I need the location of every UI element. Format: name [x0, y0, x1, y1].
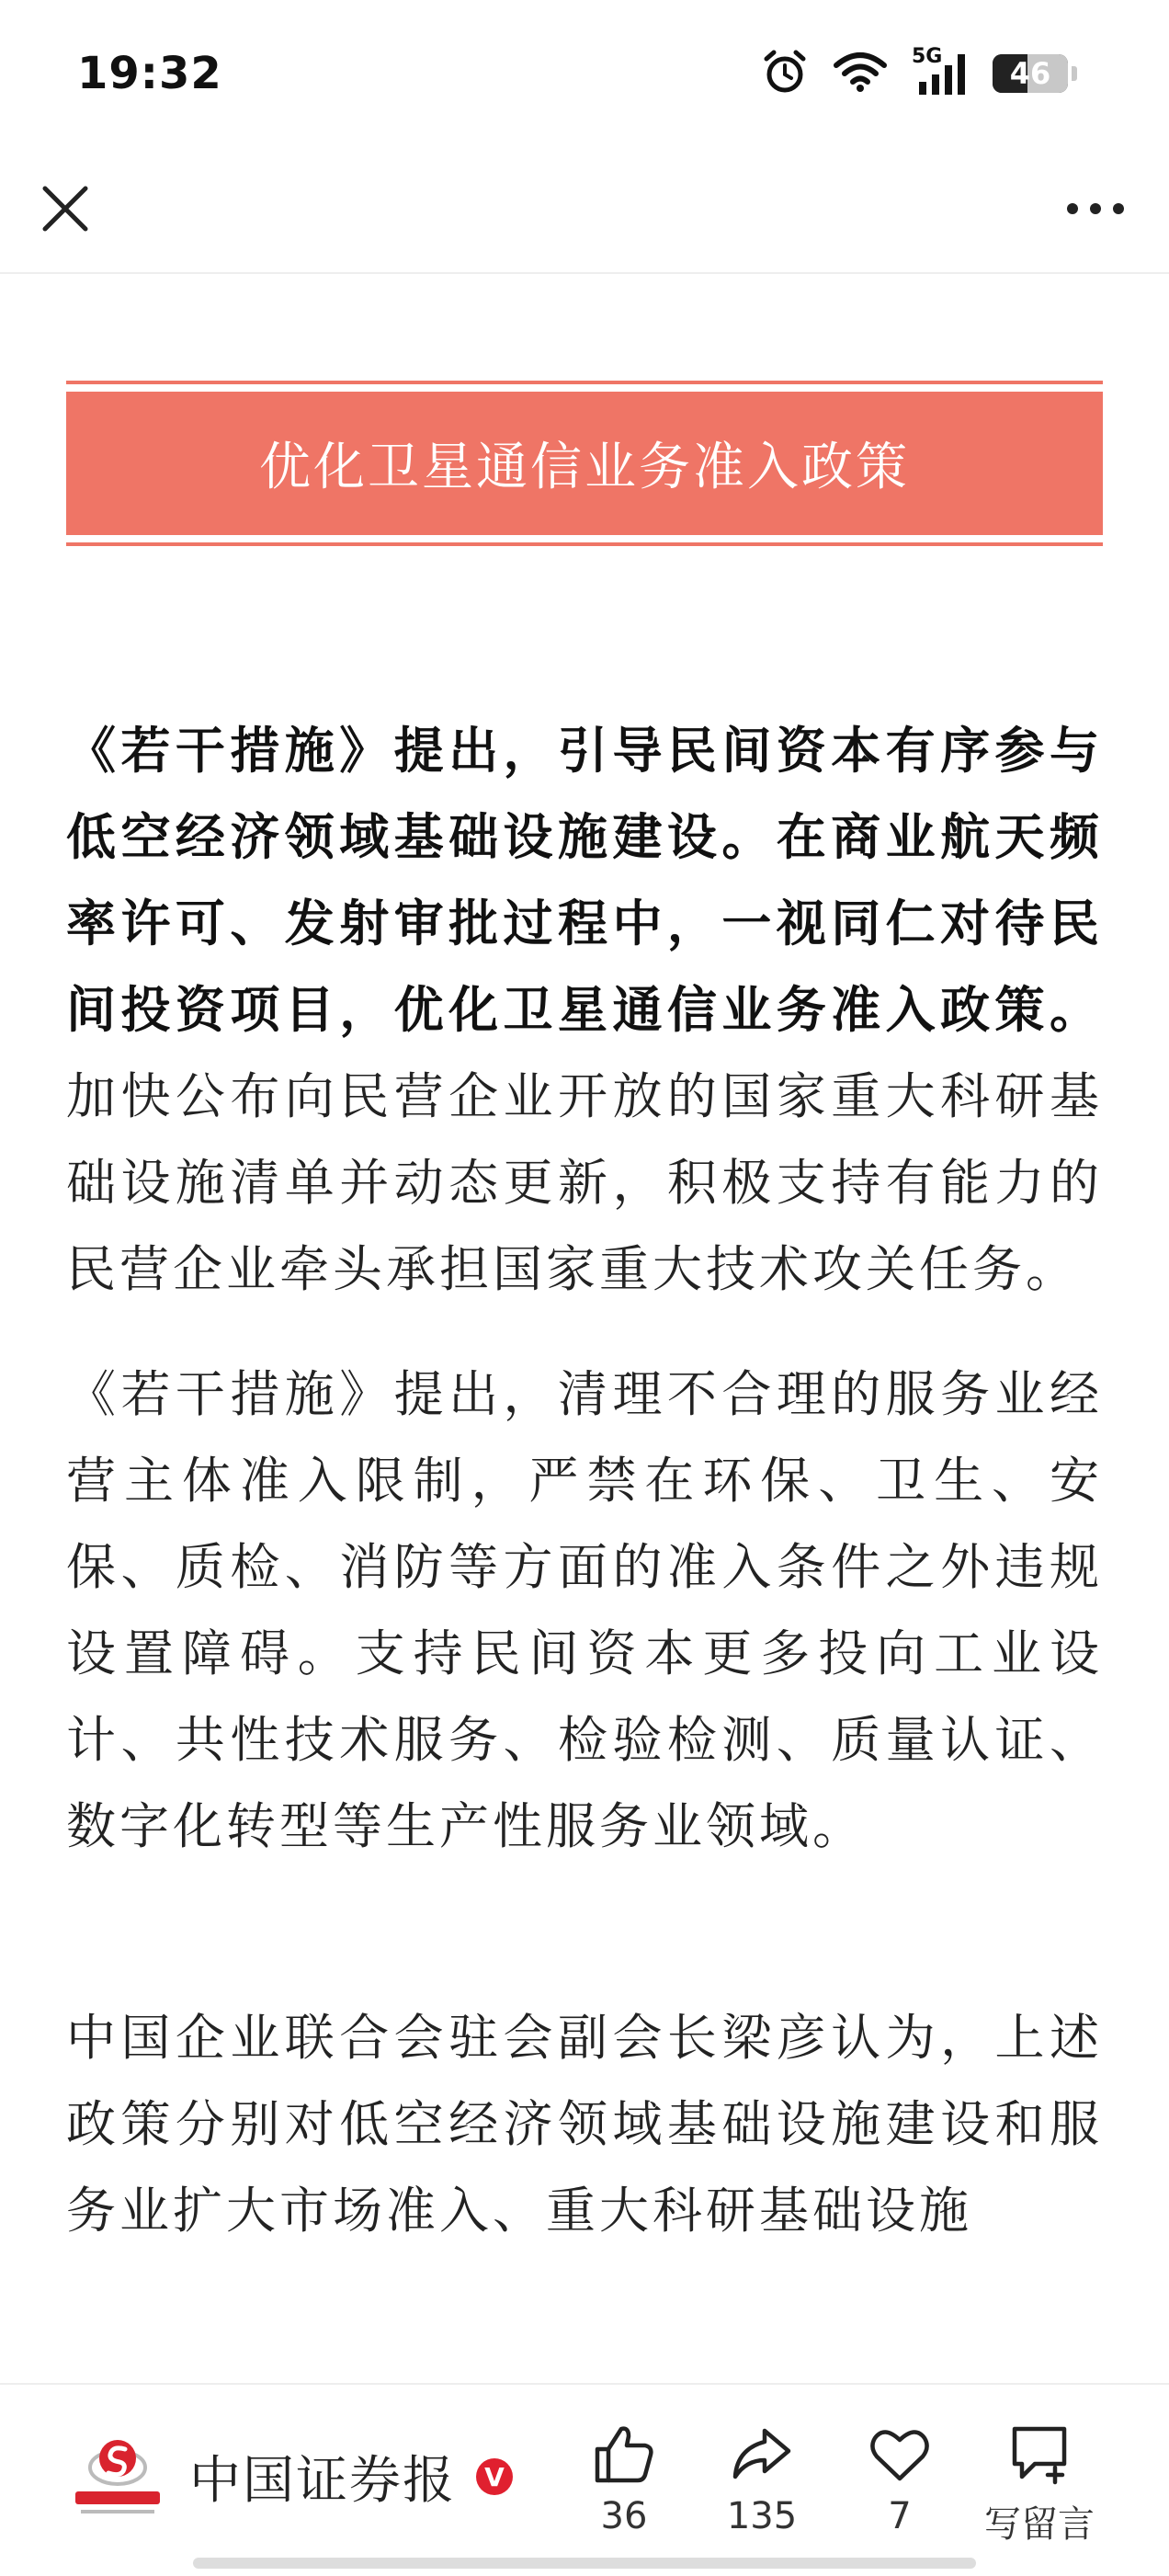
share-button[interactable]: [702, 2422, 822, 2537]
wifi-icon: [833, 51, 888, 97]
like-button[interactable]: [564, 2422, 684, 2537]
status-time: 19:32: [77, 48, 222, 99]
like-count: 36: [600, 2495, 648, 2537]
close-icon: [40, 183, 91, 234]
network-type-label: 5G: [912, 45, 943, 68]
battery-level-text: 46: [1009, 56, 1051, 91]
more-dots-icon: [1065, 201, 1126, 216]
favorite-count: 7: [888, 2495, 912, 2537]
article-paragraph-2: [66, 1351, 1103, 1870]
paragraph-text: 《若干措施》提出，清理不合理的服务业经营主体准入限制，严禁在环保、卫生、安保、质检、消防等方面的准入条件之外违规设置障碍。支持民间资本更多投向工业设计、共性技术服务、检验检测、质量认证、数字化转型等生产性服务业领域。: [66, 1365, 1103, 1855]
banner-title: 优化卫星通信业务准入政策: [66, 392, 1103, 535]
article-content: [66, 272, 1103, 2387]
write-comment-label: 写留言: [984, 2503, 1095, 2546]
write-comment-button[interactable]: [980, 2422, 1099, 2548]
paragraph-text: 加快公布向民营企业开放的国家重大科研基础设施清单并动态更新，积极支持有能力的民营企业牵头承担国家重大技术攻关任务。: [66, 1067, 1103, 1298]
nav-bar: [0, 147, 1169, 274]
status-bar: [0, 0, 1169, 147]
newspaper-logo-icon: [66, 2431, 169, 2523]
close-button[interactable]: [33, 177, 97, 241]
paragraph-text: 中国企业联合会驻会副会长梁彦认为，上述政策分别对低空经济领域基础设施建设和服务业扩大市场准入、重大科研基础设施: [66, 2009, 1103, 2240]
verified-badge: V: [476, 2458, 513, 2495]
paragraph-bold-text: 《若干措施》提出，引导民间资本有序参与低空经济领域基础设施建设。在商业航天频率许可、发射审批过程中，一视同仁对待民间投资项目，优化卫星通信业务准入政策。: [66, 722, 1103, 1039]
alarm-icon: [761, 48, 809, 99]
heart-icon: [868, 2422, 932, 2486]
more-options-button[interactable]: [1059, 177, 1132, 241]
article-paragraph-1: [66, 708, 1103, 1313]
thumbs-up-icon: [592, 2422, 656, 2486]
source-account[interactable]: [66, 2431, 513, 2523]
source-name: 中国证券报: [189, 2451, 456, 2511]
status-icons: [761, 46, 1068, 101]
share-count: 135: [726, 2495, 798, 2537]
share-icon: [730, 2422, 794, 2486]
article-paragraph-3: [66, 1995, 1103, 2254]
battery-icon: [993, 54, 1068, 93]
comment-icon: [1007, 2422, 1072, 2486]
home-indicator[interactable]: [193, 2558, 976, 2569]
favorite-button[interactable]: [840, 2422, 959, 2537]
cellular-5g-icon: [912, 45, 969, 97]
bottom-bar: [0, 2383, 1169, 2576]
section-banner: [66, 381, 1103, 546]
